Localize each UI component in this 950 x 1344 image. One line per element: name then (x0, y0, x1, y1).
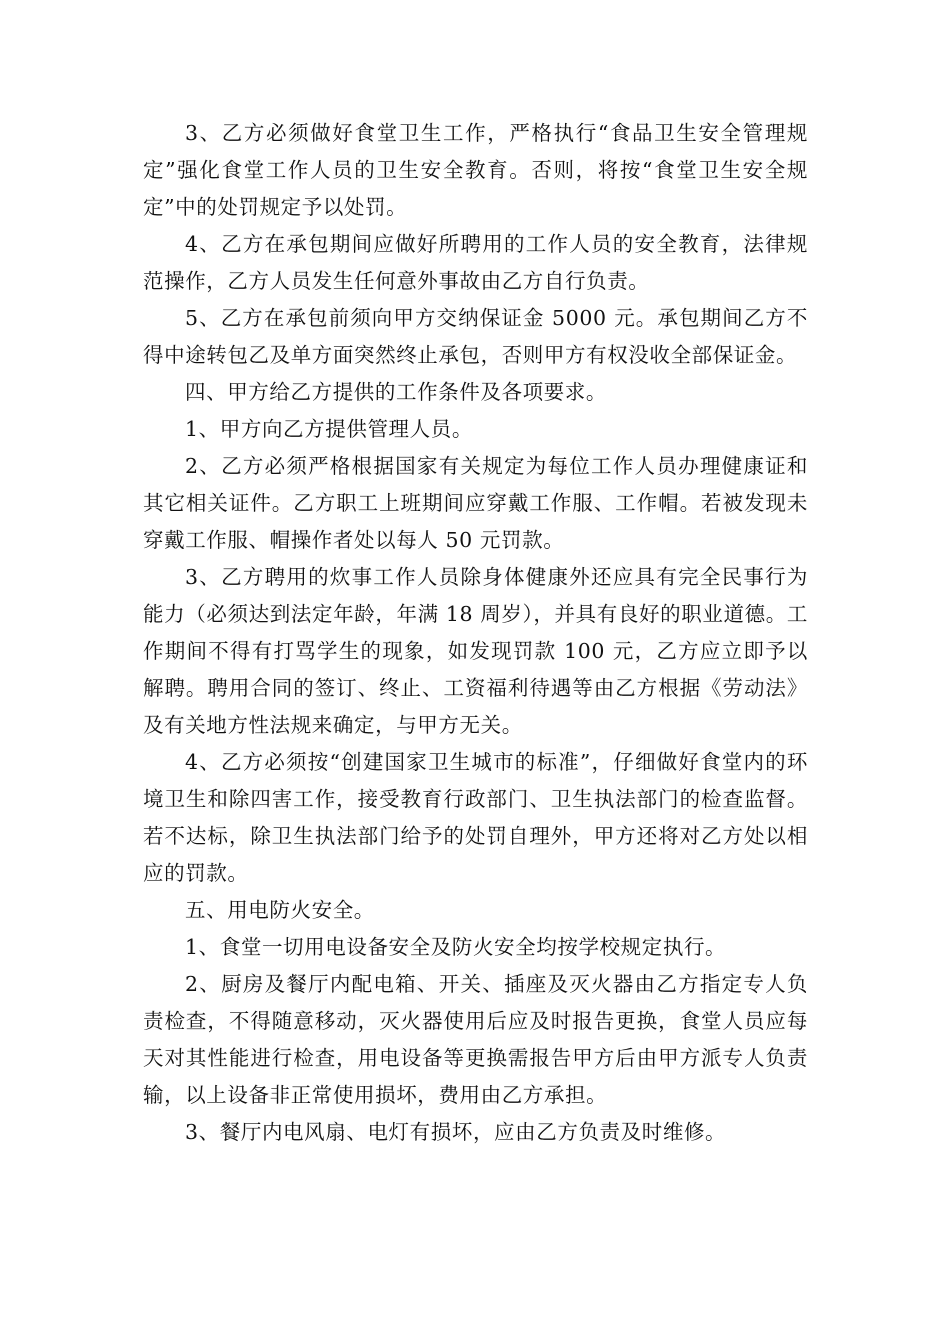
section-4-clause-4: 4、乙方必须按“创建国家卫生城市的标准”，仔细做好食堂内的环境卫生和除四害工作，接受教育行政部门、卫生执法部门的检查监督。若不达标，除卫生执法部门给予的处罚自理外，甲方还将对乙方处以相应的罚款。 (143, 750, 808, 885)
clause-3-hygiene: 3、乙方必须做好食堂卫生工作，严格执行“食品卫生安全管理规定”强化食堂工作人员的卫生安全教育。否则，将按“食堂卫生安全规定”中的处罚规定予以处罚。 (143, 121, 808, 219)
section-4-clause-3: 3、乙方聘用的炊事工作人员除身体健康外还应具有完全民事行为能力（必须达到法定年龄，年满 18 周岁），并具有良好的职业道德。工作期间不得有打骂学生的现象，如发现罚款 100 元，乙方应立即予以解聘。聘用合同的签订、终止、工资福利待遇等由乙方根据《劳动法》及有关地方性法规来确定，与甲方无关。 (143, 565, 808, 737)
clause-5-deposit: 5、乙方在承包前须向甲方交纳保证金 5000 元。承包期间乙方不得中途转包乙及单方面突然终止承包，否则甲方有权没收全部保证金。 (143, 306, 808, 367)
section-5-clause-1: 1、食堂一切用电设备安全及防火安全均按学校规定执行。 (185, 935, 727, 959)
document-body (143, 115, 808, 1151)
section-5-heading: 五、用电防火安全。 (185, 898, 375, 922)
section-4-heading: 四、甲方给乙方提供的工作条件及各项要求。 (185, 380, 607, 404)
section-4-clause-1: 1、甲方向乙方提供管理人员。 (185, 417, 473, 441)
section-4-clause-2: 2、乙方必须严格根据国家有关规定为每位工作人员办理健康证和其它相关证件。乙方职工上班期间应穿戴工作服、工作帽。若被发现未穿戴工作服、帽操作者处以每人 50 元罚款。 (143, 454, 808, 552)
section-5-clause-2: 2、厨房及餐厅内配电箱、开关、插座及灭火器由乙方指定专人负责检查，不得随意移动，灭火器使用后应及时报告更换，食堂人员应每天对其性能进行检查，用电设备等更换需报告甲方后由甲方派专人负责输，以上设备非正常使用损坏，费用由乙方承担。 (143, 972, 808, 1107)
clause-4-safety-education: 4、乙方在承包期间应做好所聘用的工作人员的安全教育，法律规范操作，乙方人员发生任何意外事故由乙方自行负责。 (143, 232, 808, 293)
section-5-clause-3: 3、餐厅内电风扇、电灯有损坏，应由乙方负责及时维修。 (185, 1120, 727, 1144)
